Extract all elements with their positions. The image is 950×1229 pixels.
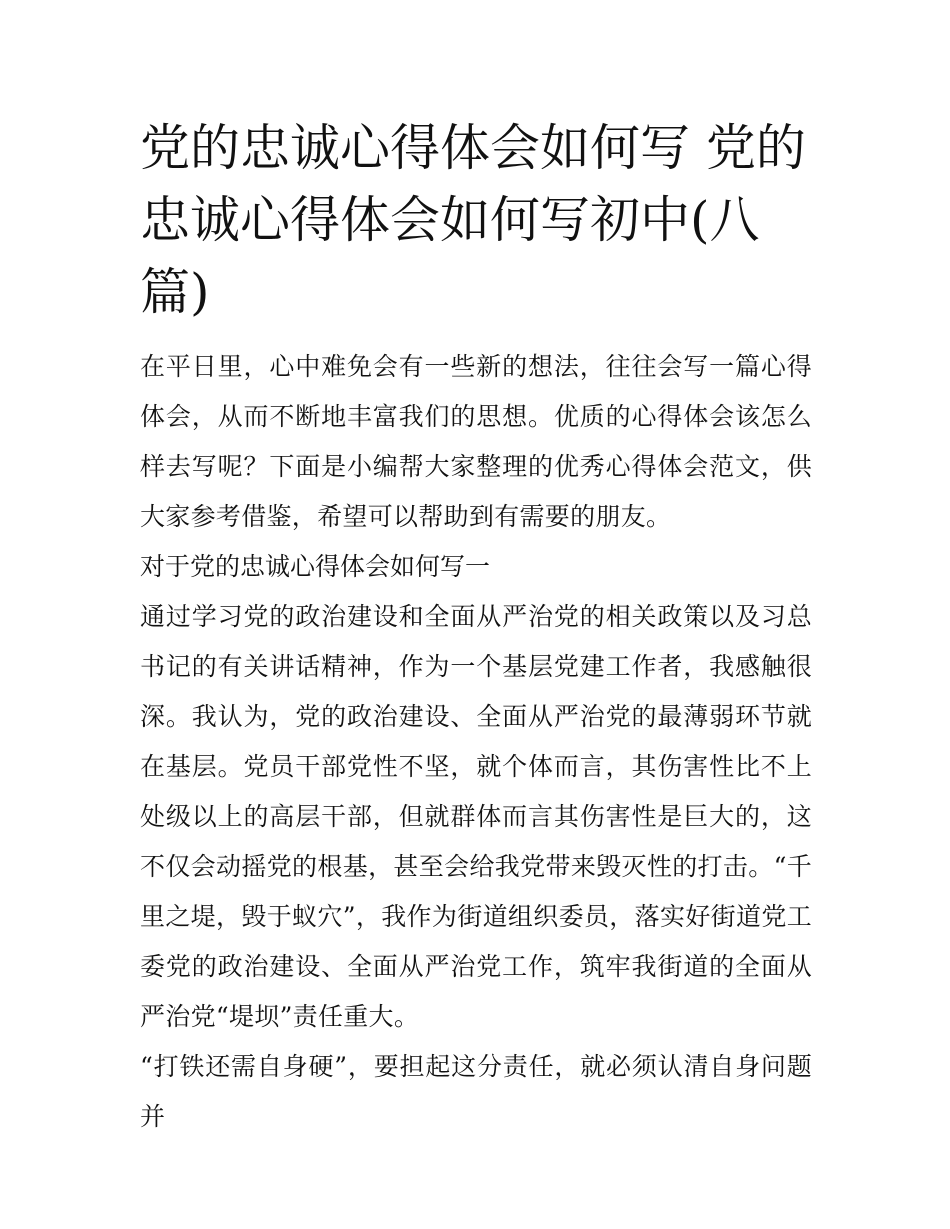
intro-paragraph: 在平日里，心中难免会有一些新的想法，往往会写一篇心得体会，从而不断地丰富我们的思想。优质的心得体会该怎么样去写呢？下面是小编帮大家整理的优秀心得体会范文，供大家参考借鉴，希望可以帮助到有需要的朋友。	[140, 352, 812, 531]
body-paragraph-2: “打铁还需自身硬”，要担起这分责任，就必须认清自身问题并	[140, 1052, 812, 1131]
document-page	[140, 112, 812, 1142]
document-title: 党的忠诚心得体会如何写 党的忠诚心得体会如何写初中(八篇)	[140, 119, 806, 321]
section-heading: 对于党的忠诚心得体会如何写一	[140, 552, 491, 581]
body-paragraph-1: 通过学习党的政治建设和全面从严治党的相关政策以及习总书记的有关讲话精神，作为一个基层党建工作者，我感触很深。我认为，党的政治建设、全面从严治党的最薄弱环节就在基层。党员干部党性不坚，就个体而言，其伤害性比不上处级以上的高层干部，但就群体而言其伤害性是巨大的，这不仅会动摇党的根基，甚至会给我党带来毁灭性的打击。“千里之堤，毁于蚁穴”，我作为街道组织委员，落实好街道党工委党的政治建设、全面从严治党工作，筑牢我街道的全面从严治党“堤坝”责任重大。	[140, 602, 812, 1031]
